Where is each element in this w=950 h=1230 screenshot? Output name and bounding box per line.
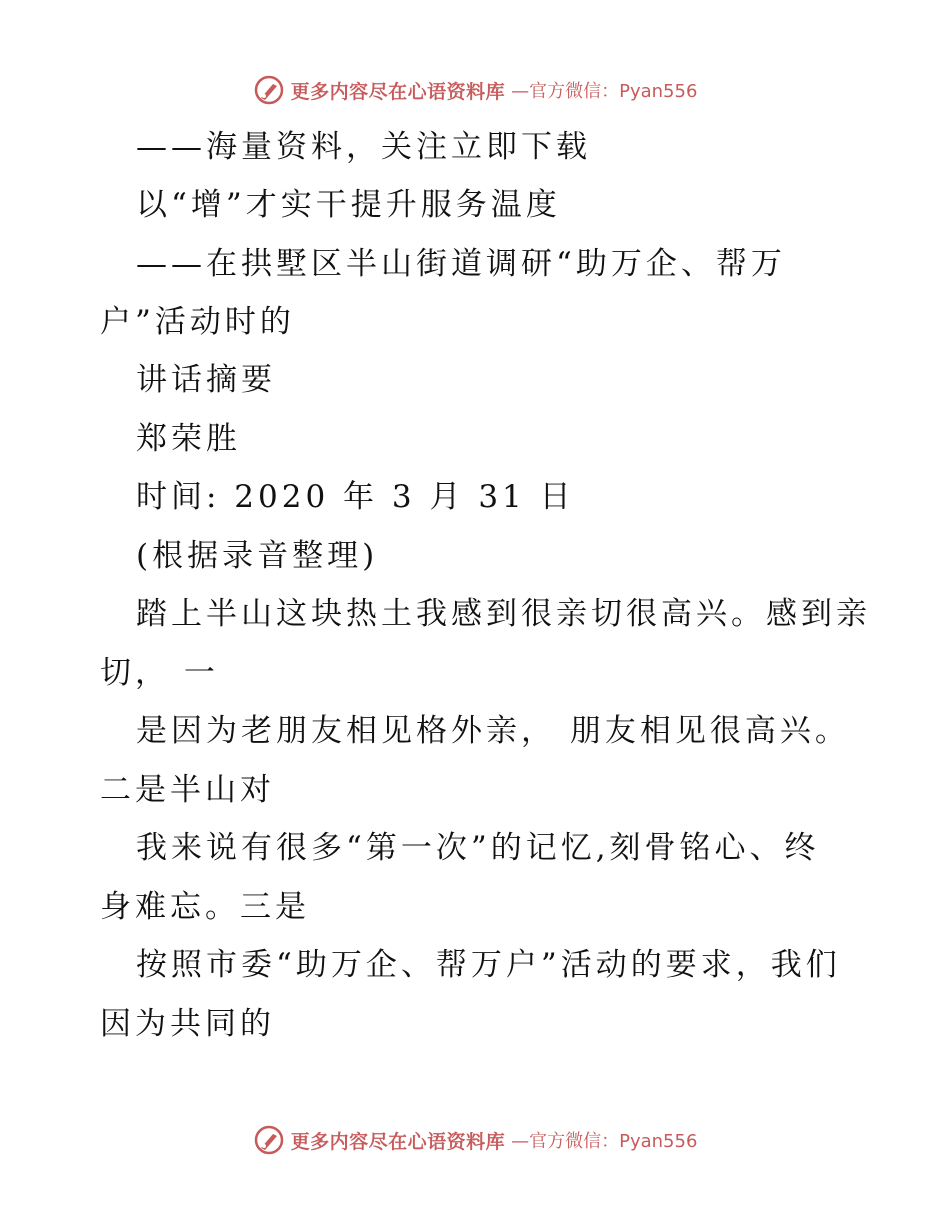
doc-line-para3: 我来说有很多“第一次”的记忆,刻骨铭心、终 [136, 830, 820, 866]
doc-line-subtitle-cont: 户”活动时的 [100, 304, 295, 340]
doc-line-summary-label: 讲话摘要 [136, 362, 276, 398]
watermark-brand: 更多内容尽在心语资料库 [290, 1130, 506, 1153]
doc-line-title: 以“增”才实干提升服务温度 [136, 187, 561, 223]
doc-line-para1: 踏上半山这块热土我感到很亲切很高兴。感到亲 [136, 596, 871, 632]
doc-line-para2-cont: 二是半山对 [100, 772, 275, 808]
doc-line-download-note: ——海量资料，关注立即下载 [136, 129, 591, 165]
watermark-contact: —官方微信：Pyan556 [511, 1131, 698, 1152]
doc-line-author: 郑荣胜 [136, 421, 241, 457]
doc-line-para1-cont: 切， 一 [100, 655, 219, 691]
doc-line-para3-cont: 身难忘。三是 [100, 889, 310, 925]
doc-line-para4: 按照市委“助万企、帮万户”活动的要求，我们 [136, 947, 841, 983]
doc-line-para4-cont: 因为共同的 [100, 1006, 275, 1042]
doc-line-para2: 是因为老朋友相见格外亲， 朋友相见很高兴。 [136, 713, 850, 749]
doc-line-source-note: (根据录音整理) [136, 538, 379, 574]
pen-logo-icon [253, 1124, 285, 1156]
doc-line-date: 时间: 2020 年 3 月 31 日 [136, 479, 575, 515]
watermark-contact: —官方微信：Pyan556 [511, 81, 698, 102]
footer-watermark [0, 1122, 950, 1158]
doc-line-subtitle: ——在拱墅区半山街道调研“助万企、帮万 [136, 246, 786, 282]
watermark-brand: 更多内容尽在心语资料库 [290, 80, 506, 103]
